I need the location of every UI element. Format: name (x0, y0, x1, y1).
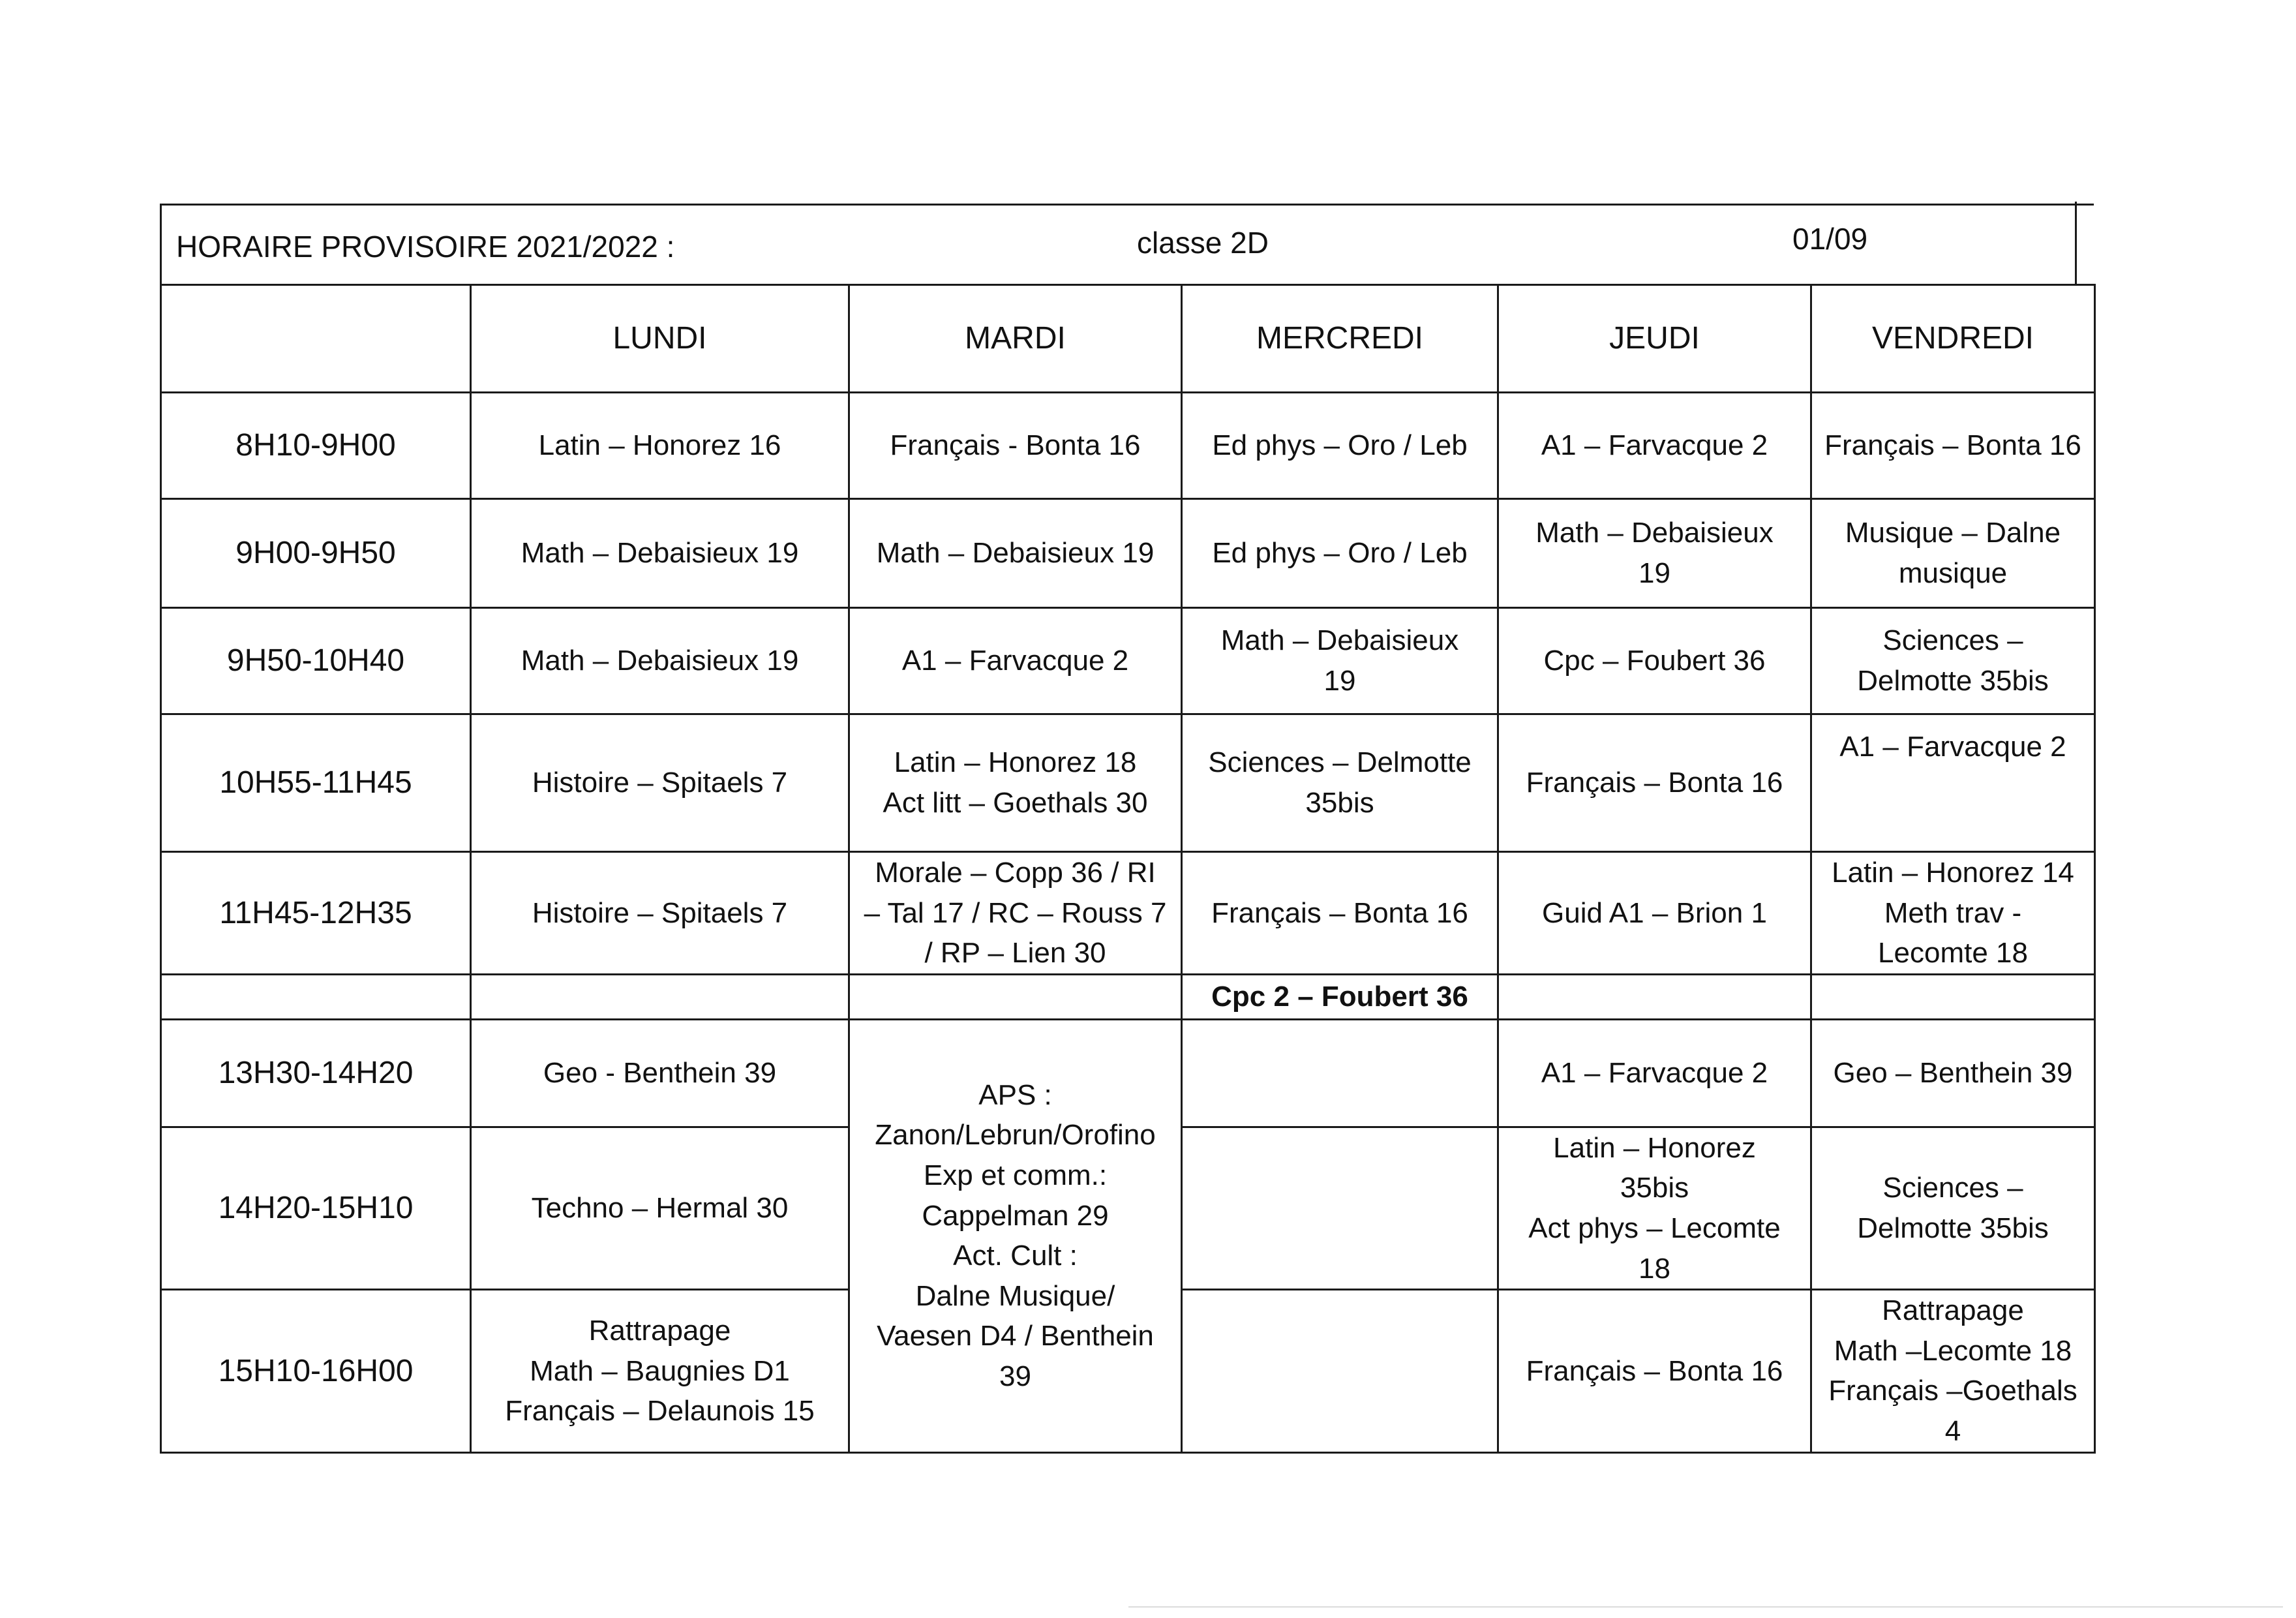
table-row (161, 608, 2095, 714)
empty-cell (161, 974, 471, 1019)
lesson-text: Latin – Honorez 16 (538, 429, 781, 462)
lesson-text: 35bis (1620, 1172, 1689, 1204)
timetable-sheet (160, 204, 2094, 1454)
lesson-text: Lecomte 18 (1878, 937, 2028, 969)
lesson-text: 19 (1639, 557, 1670, 589)
time-slot: 14H20-15H10 (161, 1127, 471, 1289)
lesson-text: Ed phys – Oro / Leb (1212, 429, 1468, 462)
day-header-row (161, 285, 2095, 393)
lesson-cell (471, 852, 849, 975)
empty-cell (471, 974, 849, 1019)
lesson-cell (1811, 1019, 2095, 1127)
lesson-cell (1498, 393, 1811, 499)
lesson-text: APS : (978, 1078, 1052, 1111)
day-header-mercredi: MERCREDI (1182, 285, 1498, 393)
lesson-text: Français – Bonta 16 (1824, 429, 2081, 462)
day-header-jeudi: JEUDI (1498, 285, 1811, 393)
lesson-cell (471, 1019, 849, 1127)
lesson-text: Français – Bonta 16 (1211, 896, 1468, 929)
lesson-cell (849, 393, 1182, 499)
empty-cell (1498, 974, 1811, 1019)
lesson-text: Rattrapage (588, 1314, 731, 1347)
time-slot: 9H00-9H50 (161, 499, 471, 608)
time-slot: 10H55-11H45 (161, 714, 471, 852)
lesson-text: / RP – Lien 30 (924, 937, 1106, 969)
empty-cell (1182, 1019, 1498, 1127)
header-divider (2075, 202, 2077, 284)
lesson-cell (1811, 1290, 2095, 1452)
lesson-text: Math –Lecomte 18 (1834, 1334, 2072, 1367)
time-slot: 9H50-10H40 (161, 608, 471, 714)
table-row (161, 499, 2095, 608)
lesson-text: Histoire – Spitaels 7 (532, 767, 788, 799)
lesson-text: Act phys – Lecomte (1528, 1212, 1781, 1244)
lesson-cell (1811, 393, 2095, 499)
lesson-text: Latin – Honorez 18 (894, 746, 1137, 779)
lesson-text: Rattrapage (1882, 1294, 2024, 1327)
lesson-cell (1498, 714, 1811, 852)
lesson-cell (1811, 499, 2095, 608)
lesson-text: A1 – Farvacque 2 (901, 645, 1129, 677)
empty-cell (849, 974, 1182, 1019)
lesson-text: Sciences – (1882, 624, 2023, 657)
lesson-text: musique (1898, 557, 2008, 589)
empty-cell (1182, 1290, 1498, 1452)
lesson-cell (1182, 608, 1498, 714)
time-slot: 15H10-16H00 (161, 1290, 471, 1452)
timetable-grid (160, 284, 2096, 1454)
lesson-text: Français – Bonta 16 (1526, 1354, 1783, 1387)
table-row (161, 393, 2095, 499)
lesson-text: Math – Debaisieux 19 (521, 645, 799, 677)
lesson-text: 18 (1639, 1252, 1670, 1285)
lesson-text: Math – Baugnies D1 (530, 1354, 790, 1387)
timetable-header (160, 204, 2094, 284)
lesson-text: Latin – Honorez (1553, 1131, 1756, 1164)
lesson-text: Français - Bonta 16 (890, 429, 1141, 462)
lesson-cell (471, 393, 849, 499)
lesson-cell (1811, 714, 2095, 852)
lesson-text: Morale – Copp 36 / RI (875, 857, 1156, 889)
lesson-text: Dalne Musique/ (915, 1279, 1115, 1312)
lesson-cell (849, 608, 1182, 714)
lesson-text: Ed phys – Oro / Leb (1212, 537, 1468, 570)
lesson-text: A1 – Farvacque 2 (1541, 429, 1768, 462)
lunch-break-row (161, 974, 2095, 1019)
lesson-cell (849, 499, 1182, 608)
lesson-text: Math – Debaisieux 19 (876, 537, 1155, 570)
lesson-text: Delmotte 35bis (1857, 665, 2049, 697)
lesson-text: Français – Bonta 16 (1526, 767, 1783, 799)
lesson-text: Meth trav - (1884, 896, 2022, 929)
lesson-text: Act. Cult : (953, 1240, 1078, 1272)
lesson-text: Geo - Benthein 39 (543, 1056, 777, 1089)
lesson-cell (1811, 1127, 2095, 1289)
lesson-text: Sciences – Delmotte (1208, 746, 1472, 779)
lesson-text: Français –Goethals (1828, 1375, 2077, 1407)
lesson-text: Math – Debaisieux (1220, 624, 1459, 657)
timetable-title: HORAIRE PROVISOIRE 2021/2022 : (176, 230, 675, 264)
lesson-text: 39 (999, 1360, 1031, 1392)
class-label: classe 2D (1137, 226, 1269, 260)
lesson-cell (1498, 852, 1811, 975)
lesson-cell (1498, 1127, 1811, 1289)
lesson-cell (471, 499, 849, 608)
lesson-text: Geo – Benthein 39 (1833, 1056, 2073, 1089)
lesson-text: Latin – Honorez 14 (1832, 857, 2074, 889)
lesson-cell (1182, 499, 1498, 608)
corner-cell (161, 285, 471, 393)
scan-edge-line (1128, 1606, 2283, 1608)
time-slot: 13H30-14H20 (161, 1019, 471, 1127)
aps-cell (849, 1019, 1182, 1452)
table-row (161, 852, 2095, 975)
lesson-text: Histoire – Spitaels 7 (532, 896, 788, 929)
day-header-vendredi: VENDREDI (1811, 285, 2095, 393)
lesson-text: – Tal 17 / RC – Rouss 7 (864, 896, 1167, 929)
lesson-cell (471, 714, 849, 852)
lesson-text: A1 – Farvacque 2 (1839, 731, 2066, 763)
lesson-text: Cpc – Foubert 36 (1543, 645, 1766, 677)
lesson-text: 19 (1323, 665, 1356, 697)
lesson-text: A1 – Farvacque 2 (1541, 1056, 1768, 1089)
lesson-text: Techno – Hermal 30 (531, 1192, 789, 1225)
lesson-cell (471, 608, 849, 714)
lesson-cell (849, 852, 1182, 975)
lesson-text: Math – Debaisieux (1535, 517, 1774, 549)
lesson-cell (1498, 1290, 1811, 1452)
lesson-cell (1182, 714, 1498, 852)
lesson-cell (1182, 852, 1498, 975)
lesson-cell (471, 1127, 849, 1289)
lesson-cell (1811, 608, 2095, 714)
lesson-text: Delmotte 35bis (1857, 1212, 2049, 1244)
lesson-text: Exp et comm.: (923, 1159, 1108, 1191)
lesson-text: 4 (1944, 1414, 1961, 1447)
empty-cell (1182, 1127, 1498, 1289)
empty-cell (1811, 974, 2095, 1019)
lesson-cell (1811, 852, 2095, 975)
lesson-text: Vaesen D4 / Benthein (877, 1320, 1154, 1352)
table-row (161, 1019, 2095, 1127)
lesson-text: Guid A1 – Brion 1 (1542, 896, 1767, 929)
day-header-lundi: LUNDI (471, 285, 849, 393)
lesson-text: Sciences – (1882, 1172, 2023, 1204)
lesson-text: Français – Delaunois 15 (505, 1395, 815, 1427)
day-header-mardi: MARDI (849, 285, 1182, 393)
lesson-cell (849, 714, 1182, 852)
schedule-date: 01/09 (1792, 222, 1868, 256)
table-row (161, 714, 2095, 852)
lesson-cell (1182, 393, 1498, 499)
lesson-cell (1498, 499, 1811, 608)
lesson-text: Act litt – Goethals 30 (883, 787, 1148, 819)
time-slot: 8H10-9H00 (161, 393, 471, 499)
time-slot: 11H45-12H35 (161, 852, 471, 975)
lesson-cell (471, 1290, 849, 1452)
lesson-cell (1498, 608, 1811, 714)
lesson-text: Zanon/Lebrun/Orofino (875, 1119, 1156, 1152)
lesson-cell (1498, 1019, 1811, 1127)
lesson-text: Musique – Dalne (1845, 517, 2061, 549)
lesson-text: 35bis (1305, 787, 1374, 819)
lesson-text: Cappelman 29 (922, 1199, 1109, 1232)
lesson-cell: Cpc 2 – Foubert 36 (1182, 974, 1498, 1019)
lesson-text: Math – Debaisieux 19 (521, 537, 799, 570)
